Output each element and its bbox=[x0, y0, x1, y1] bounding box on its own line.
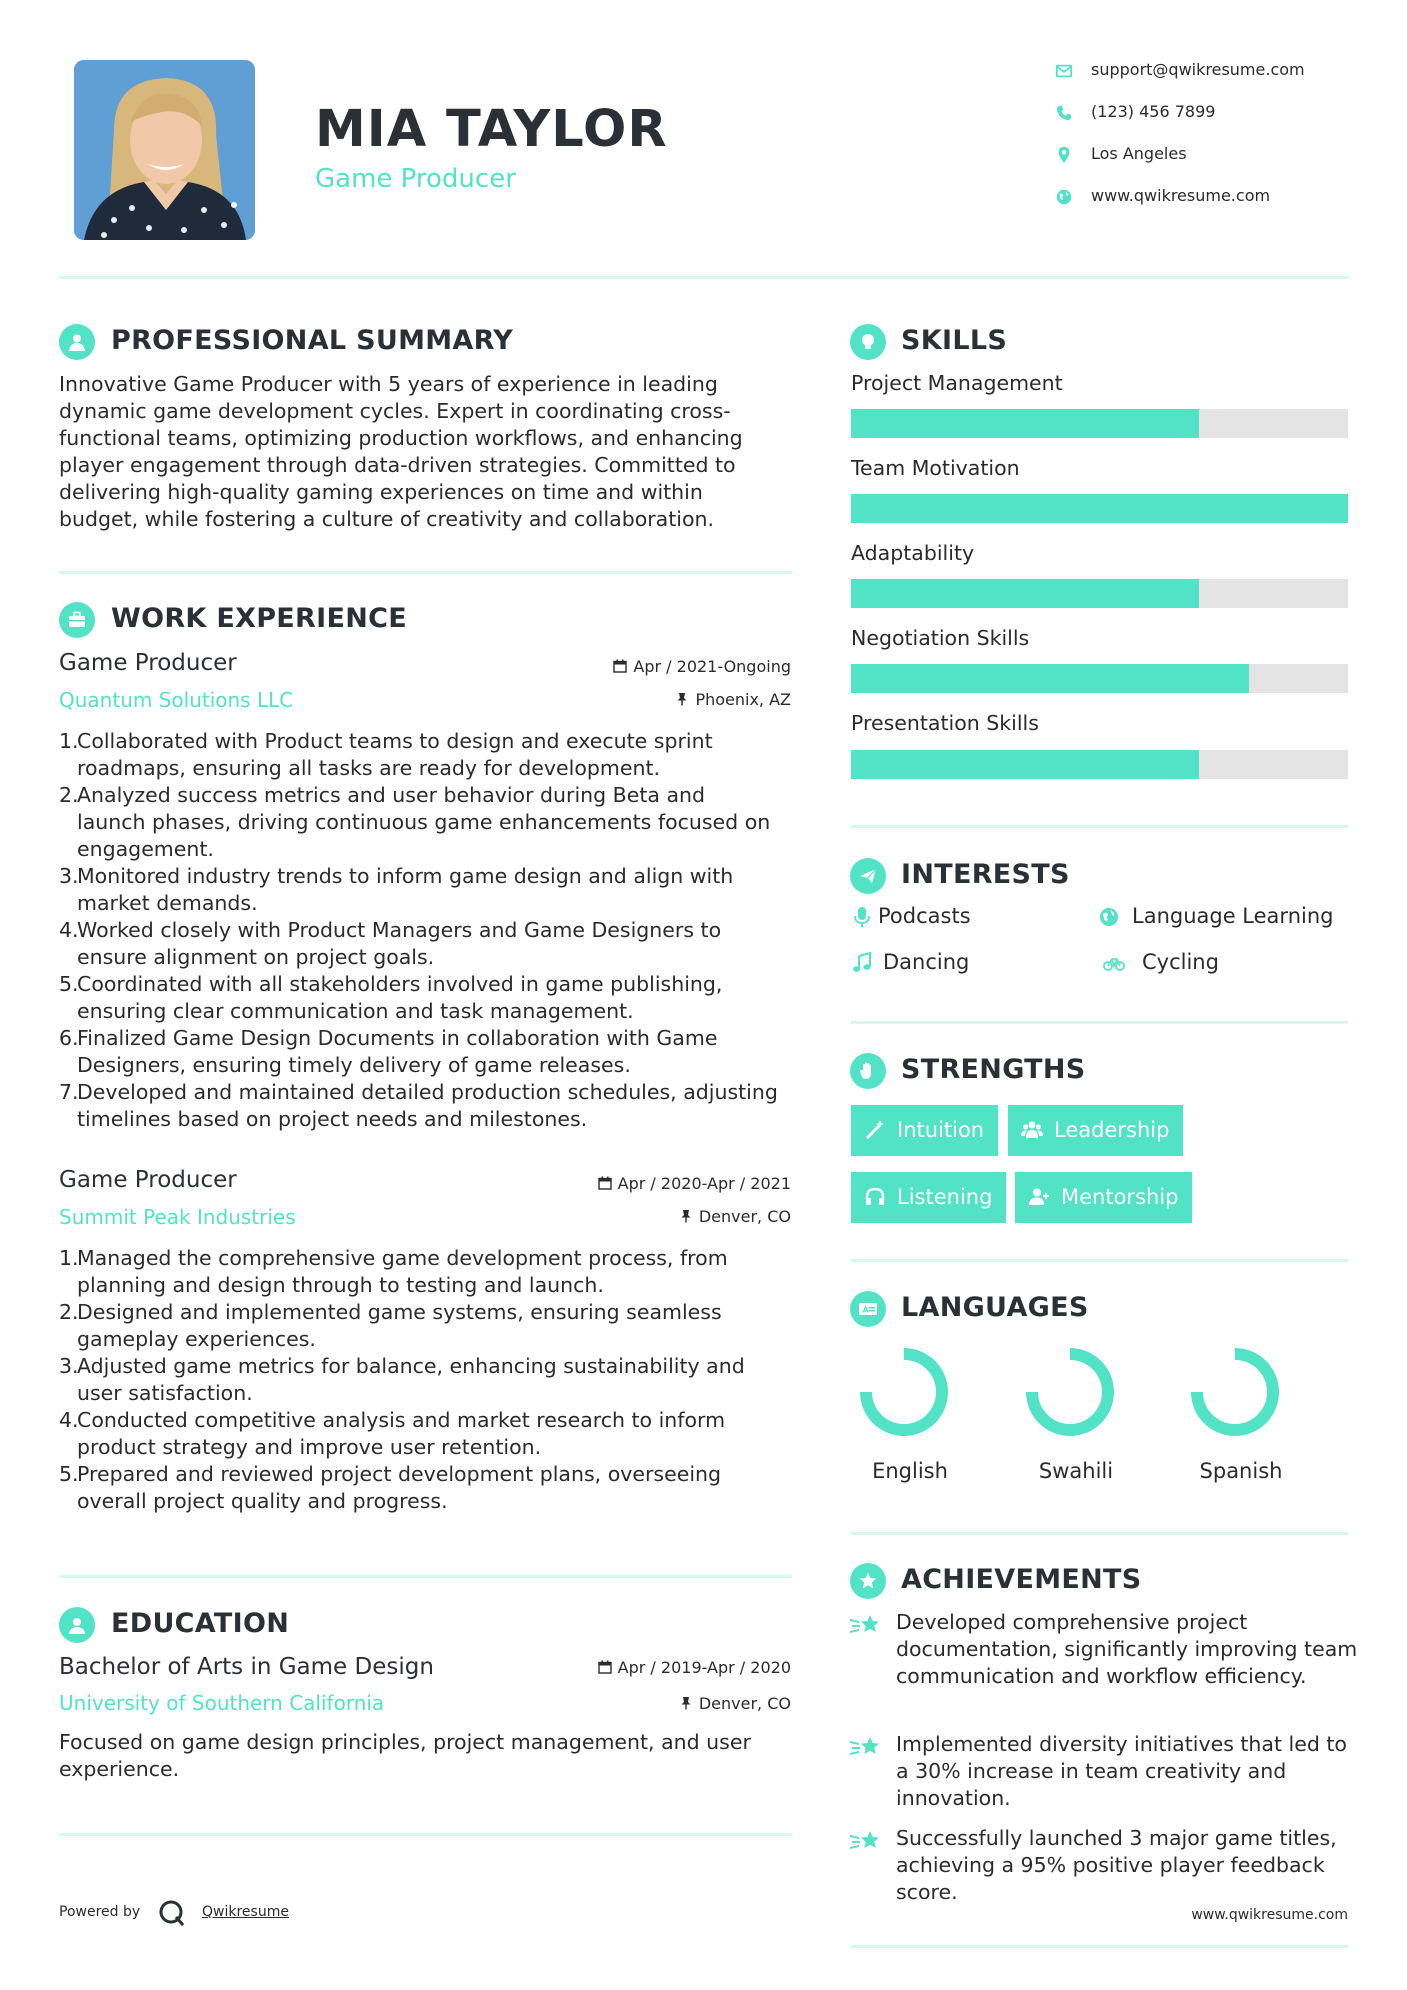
strengths-section-icon bbox=[850, 1053, 886, 1089]
interests-divider bbox=[851, 1021, 1348, 1024]
avatar bbox=[74, 60, 255, 240]
skill-bar bbox=[851, 750, 1348, 779]
strength-label: Mentorship bbox=[1061, 1185, 1179, 1209]
education-section-icon bbox=[59, 1607, 95, 1643]
skills-heading: SKILLS bbox=[901, 325, 1008, 356]
language-name: English bbox=[872, 1459, 948, 1483]
list-item: 5. Prepared and reviewed project development plans, overseeing overall project quality and progress. bbox=[59, 1462, 722, 1513]
language-ring bbox=[1022, 1344, 1118, 1440]
list-item: 1. Collaborated with Product teams to design and execute sprint roadmaps, ensuring all tasks are ready for development. bbox=[59, 729, 713, 780]
qwikresume-link[interactable]: Qwikresume bbox=[202, 1904, 289, 1920]
summary-heading: PROFESSIONAL SUMMARY bbox=[111, 325, 514, 356]
skill-label: Team Motivation bbox=[851, 456, 1020, 480]
skill-bar bbox=[851, 664, 1348, 693]
interest-label: Podcasts bbox=[878, 904, 971, 928]
skill-label: Project Management bbox=[851, 371, 1063, 395]
language-ring bbox=[1187, 1344, 1283, 1440]
footer-website[interactable]: www.qwikresume.com bbox=[1191, 1907, 1348, 1923]
strength-chip-leadership bbox=[1008, 1105, 1183, 1156]
language-name: Swahili bbox=[1038, 1459, 1114, 1483]
education-heading: EDUCATION bbox=[111, 1608, 290, 1639]
job-location-text: Denver, CO bbox=[698, 1207, 791, 1226]
paper-plane-icon bbox=[858, 866, 878, 886]
shooting-star-icon bbox=[849, 1733, 883, 1763]
job-company: Summit Peak Industries bbox=[59, 1205, 296, 1229]
list-item: 4. Worked closely with Product Managers and Game Designers to ensure alignment on project goals. bbox=[59, 918, 722, 969]
job-title: Game Producer bbox=[59, 650, 237, 676]
graduate-icon bbox=[67, 1615, 87, 1635]
language-ring-arc bbox=[1032, 1354, 1108, 1430]
strength-label: Listening bbox=[897, 1185, 993, 1209]
work-divider bbox=[59, 1575, 792, 1578]
summary-text: Innovative Game Producer with 5 years of experience in leading dynamic game development cycles. Expert in coordinating cross-functional teams, optimizing production workflows, and enhancing player engagement through data-driven strategies. Committed to delivering high-quality gaming experiences on time and within budget, while fostering a culture of creativity and collaboration. bbox=[59, 372, 743, 531]
work-section-icon bbox=[59, 602, 95, 638]
map-pin-icon bbox=[1055, 146, 1073, 164]
skills-section-icon bbox=[850, 324, 886, 360]
pushpin-icon bbox=[679, 1696, 693, 1710]
skill-bar-fill bbox=[851, 664, 1249, 693]
hand-icon bbox=[858, 1061, 878, 1081]
list-item: 3. Adjusted game metrics for balance, enhancing sustainability and user satisfaction. bbox=[59, 1354, 745, 1405]
list-item: 5. Coordinated with all stakeholders involved in game publishing, ensuring clear communication and task management. bbox=[59, 972, 723, 1023]
skill-bar bbox=[851, 579, 1348, 608]
contact-phone-text: (123) 456 7899 bbox=[1091, 102, 1216, 121]
pushpin-icon bbox=[679, 1209, 693, 1223]
skill-bar bbox=[851, 494, 1348, 523]
list-item: 6. Finalized Game Design Documents in collaboration with Game Designers, ensuring timely delivery of game releases. bbox=[59, 1026, 718, 1077]
job-location bbox=[675, 690, 791, 709]
bicycle-icon bbox=[1098, 952, 1130, 974]
strength-chip-listening bbox=[851, 1172, 1006, 1223]
language-ring-arc bbox=[1197, 1354, 1273, 1430]
globe-icon bbox=[1098, 906, 1120, 928]
powered-by-label: Powered by bbox=[59, 1904, 141, 1920]
pushpin-icon bbox=[675, 692, 689, 706]
education-dates-text: Apr / 2019-Apr / 2020 bbox=[617, 1658, 791, 1677]
job-location-text: Phoenix, AZ bbox=[695, 690, 791, 709]
languages-heading: LANGUAGES bbox=[901, 1292, 1089, 1323]
languages-section-icon bbox=[850, 1291, 886, 1327]
globe-icon bbox=[1055, 188, 1073, 206]
skill-bar-fill bbox=[851, 579, 1199, 608]
language-icon bbox=[858, 1299, 878, 1319]
strength-label: Leadership bbox=[1054, 1118, 1170, 1142]
strengths-divider bbox=[851, 1259, 1348, 1262]
contact-website-text: www.qwikresume.com bbox=[1091, 186, 1271, 205]
education-location-text: Denver, CO bbox=[698, 1694, 791, 1713]
interest-label: Language Learning bbox=[1132, 904, 1334, 928]
education-location bbox=[679, 1694, 791, 1713]
summary-section-icon bbox=[59, 324, 95, 360]
users-icon bbox=[1021, 1119, 1043, 1141]
summary-divider bbox=[59, 571, 792, 574]
achievement-item: Successfully launched 3 major game titles, achieving a 95% positive player feedback score. bbox=[896, 1826, 1337, 1904]
svg-text:A: A bbox=[862, 1305, 869, 1315]
interest-label: Dancing bbox=[883, 950, 970, 974]
language-ring-arc bbox=[866, 1354, 942, 1430]
contact-location-text: Los Angeles bbox=[1091, 144, 1187, 163]
education-divider bbox=[59, 1833, 792, 1836]
star-badge-icon bbox=[858, 1571, 878, 1591]
education-description: Focused on game design principles, project management, and user experience. bbox=[59, 1730, 751, 1781]
interests-section-icon bbox=[850, 858, 886, 894]
phone-icon bbox=[1055, 104, 1073, 122]
job-location bbox=[679, 1207, 791, 1226]
calendar-icon bbox=[598, 1660, 612, 1674]
list-item: 1. Managed the comprehensive game development process, from planning and design through to testing and launch. bbox=[59, 1246, 728, 1297]
shooting-star-icon bbox=[849, 1611, 883, 1641]
qwikresume-logo-icon bbox=[157, 1898, 187, 1928]
education-dates bbox=[598, 1658, 791, 1677]
list-item: 7. Developed and maintained detailed production schedules, adjusting timelines based on project needs and milestones. bbox=[59, 1080, 778, 1131]
strengths-heading: STRENGTHS bbox=[901, 1054, 1086, 1085]
list-item: 2. Analyzed success metrics and user behavior during Beta and launch phases, driving continuous game enhancements focused on engagement. bbox=[59, 783, 771, 861]
language-ring bbox=[856, 1344, 952, 1440]
candidate-name: MIA TAYLOR bbox=[315, 100, 668, 159]
job-dates bbox=[598, 1174, 791, 1193]
shooting-star-icon bbox=[849, 1827, 883, 1857]
list-item: 2. Designed and implemented game systems, ensuring seamless gameplay experiences. bbox=[59, 1300, 722, 1351]
achievement-item: Implemented diversity initiatives that led to a 30% increase in team creativity and innovation. bbox=[896, 1732, 1347, 1810]
user-icon bbox=[67, 332, 87, 352]
job-dates-text: Apr / 2020-Apr / 2021 bbox=[617, 1174, 791, 1193]
strength-chip-mentorship bbox=[1015, 1172, 1192, 1223]
strength-chip-intuition bbox=[851, 1105, 998, 1156]
job-dates bbox=[613, 657, 791, 676]
job-responsibilities bbox=[59, 728, 779, 1133]
school-name: University of Southern California bbox=[59, 1691, 385, 1715]
skill-bar-fill bbox=[851, 409, 1199, 438]
skill-bar bbox=[851, 409, 1348, 438]
strength-label: Intuition bbox=[897, 1118, 985, 1142]
work-heading: WORK EXPERIENCE bbox=[111, 603, 407, 634]
profile-photo bbox=[74, 60, 255, 240]
calendar-icon bbox=[598, 1176, 612, 1190]
lightbulb-icon bbox=[858, 332, 878, 352]
degree-title: Bachelor of Arts in Game Design bbox=[59, 1654, 434, 1680]
briefcase-icon bbox=[67, 610, 87, 630]
envelope-icon bbox=[1055, 62, 1073, 80]
job-title: Game Producer bbox=[59, 1167, 237, 1193]
interest-label: Cycling bbox=[1142, 950, 1219, 974]
music-icon bbox=[851, 952, 873, 974]
achievements-divider bbox=[851, 1945, 1348, 1948]
calendar-icon bbox=[613, 659, 627, 673]
magic-wand-icon bbox=[864, 1119, 886, 1141]
list-item: 4. Conducted competitive analysis and market research to inform product strategy and improve user retention. bbox=[59, 1408, 726, 1459]
job-responsibilities bbox=[59, 1245, 779, 1515]
achievement-item: Developed comprehensive project documentation, significantly improving team communication and workflow efficiency. bbox=[896, 1610, 1358, 1688]
achievements-section-icon bbox=[850, 1563, 886, 1599]
skill-bar-fill bbox=[851, 750, 1199, 779]
skill-bar-fill bbox=[851, 494, 1348, 523]
headphones-icon bbox=[864, 1186, 886, 1208]
microphone-icon bbox=[851, 906, 873, 928]
job-company: Quantum Solutions LLC bbox=[59, 688, 294, 712]
interests-heading: INTERESTS bbox=[901, 859, 1070, 890]
skill-label: Negotiation Skills bbox=[851, 626, 1030, 650]
user-plus-icon bbox=[1028, 1186, 1050, 1208]
contact-email-text: support@qwikresume.com bbox=[1091, 60, 1305, 79]
header-divider bbox=[59, 276, 1349, 279]
skill-label: Presentation Skills bbox=[851, 711, 1039, 735]
skills-divider bbox=[851, 825, 1348, 828]
languages-divider bbox=[851, 1532, 1348, 1535]
skill-label: Adaptability bbox=[851, 541, 975, 565]
language-name: Spanish bbox=[1199, 1459, 1283, 1483]
achievements-heading: ACHIEVEMENTS bbox=[901, 1564, 1142, 1595]
candidate-title: Game Producer bbox=[315, 164, 516, 194]
job-dates-text: Apr / 2021-Ongoing bbox=[633, 657, 791, 676]
list-item: 3. Monitored industry trends to inform game design and align with market demands. bbox=[59, 864, 734, 915]
